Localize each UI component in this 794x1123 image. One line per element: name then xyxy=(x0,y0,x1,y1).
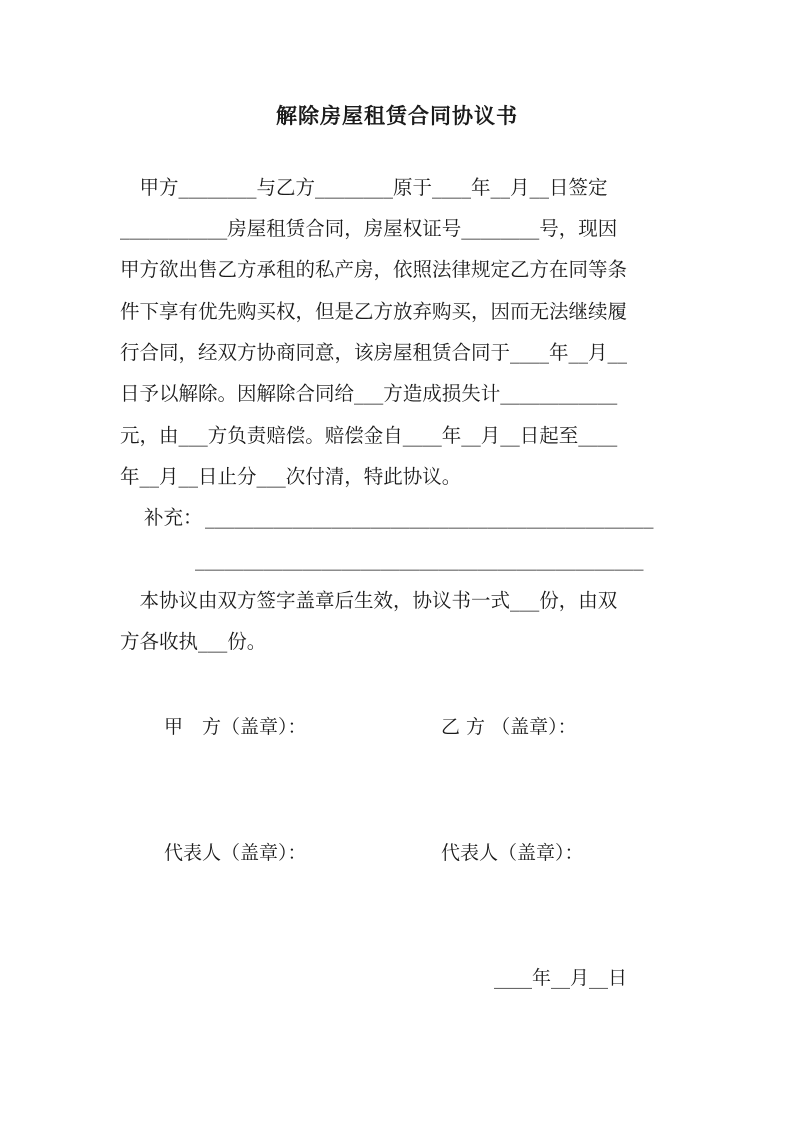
effect-line-2: 方各收执___份。 xyxy=(120,630,267,653)
body-line-8: 年__月__日止分___次付清，特此协议。 xyxy=(120,465,462,488)
body-line-4: 件下享有优先购买权，但是乙方放弃购买，因而无法继续履 xyxy=(120,300,628,323)
body-line-1: 甲方________与乙方________原于____年__月__日签定 xyxy=(120,176,608,199)
signing-date: ____年__月__日 xyxy=(494,967,628,989)
body-line-7: 元，由___方负责赔偿。赔偿金自____年__月__日起至____ xyxy=(120,424,618,447)
document-title: 解除房屋租赁合同协议书 xyxy=(276,103,518,128)
body-line-2: ___________房屋租赁合同，房屋权证号________号，现因 xyxy=(120,217,618,240)
supplement-label: 补充： xyxy=(144,506,203,529)
body-line-5: 行合同，经双方协商同意，该房屋租赁合同于____年__月__ xyxy=(120,341,628,364)
body-line-6: 日予以解除。因解除合同给___方造成损失计____________ xyxy=(120,382,618,405)
effect-line-1: 本协议由双方签字盖章后生效，协议书一式___份，由双 xyxy=(120,589,618,612)
party-b-representative-label: 代表人（盖章）： xyxy=(441,842,584,864)
party-b-seal-label: 乙 方 （盖章）： xyxy=(441,716,577,738)
supplement-blank-2: ______________________________________________ xyxy=(195,548,644,571)
body-line-3: 甲方欲出售乙方承租的私产房，依照法律规定乙方在同等条 xyxy=(120,258,628,281)
party-a-seal-label: 甲 方（盖章）： xyxy=(164,716,307,738)
party-a-representative-label: 代表人（盖章）： xyxy=(164,842,307,864)
supplement-blank-1: ______________________________________________ xyxy=(205,506,654,529)
